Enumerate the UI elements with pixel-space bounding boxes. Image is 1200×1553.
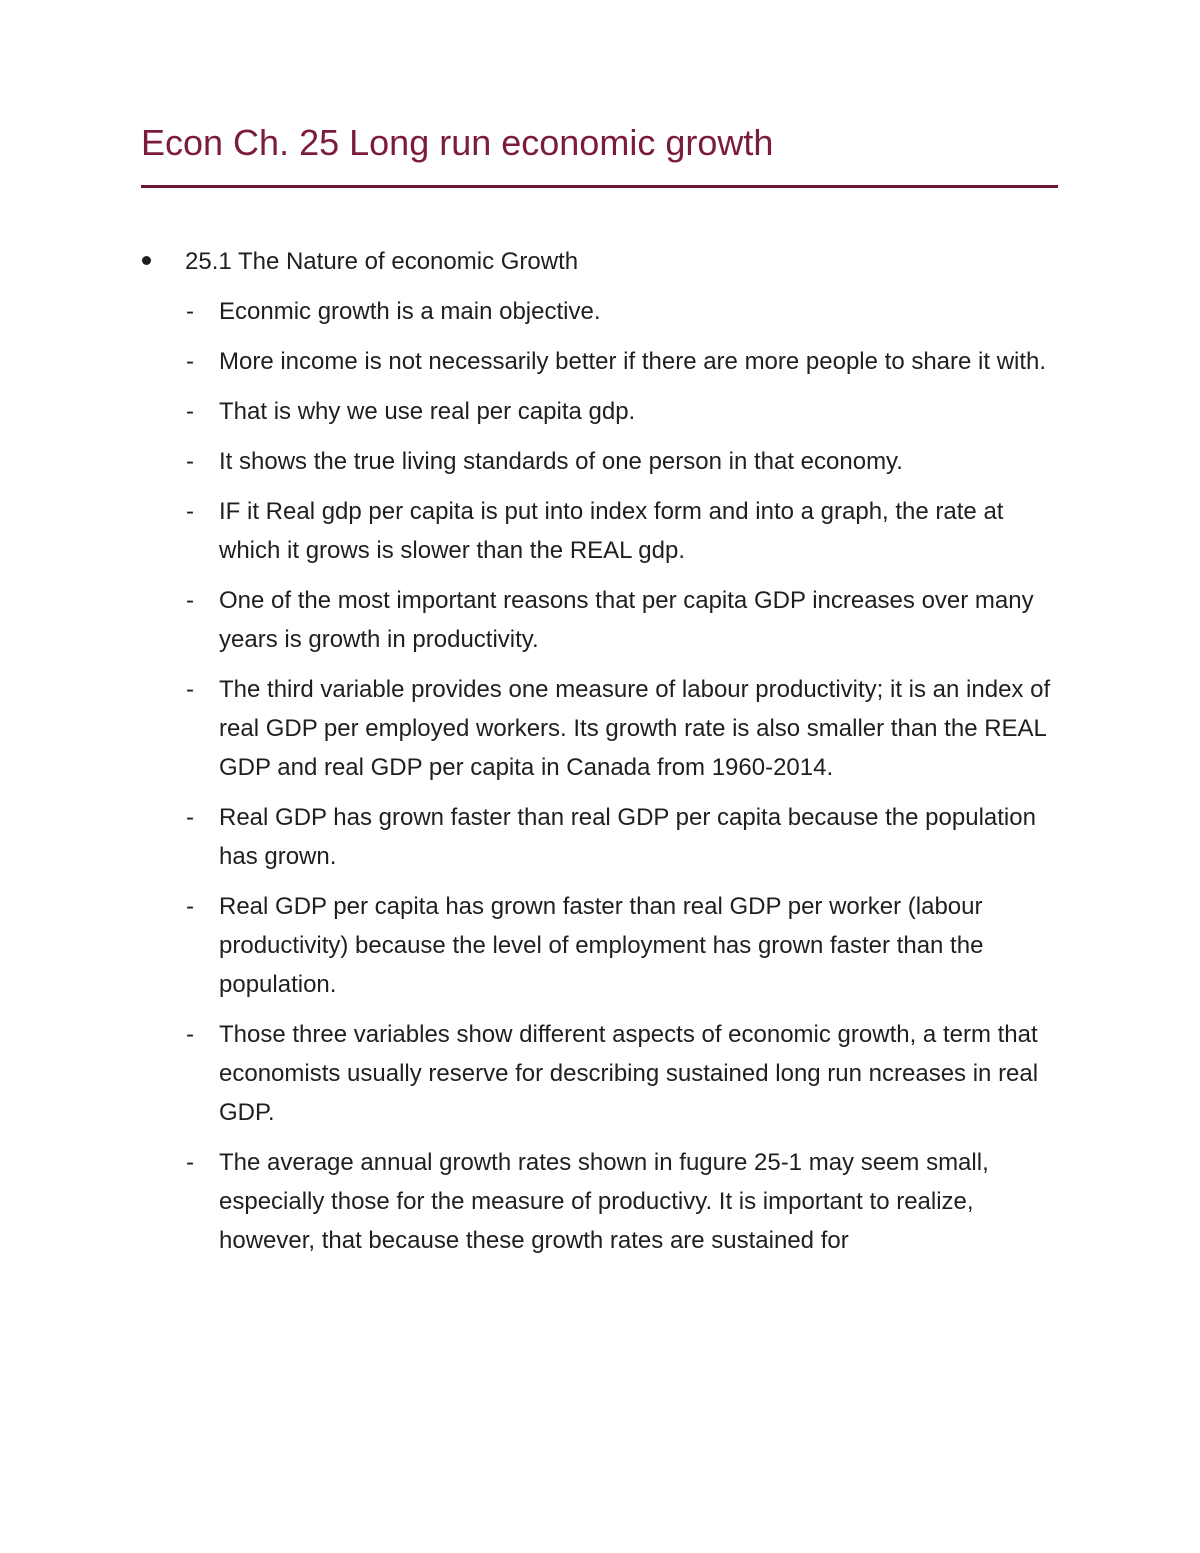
bullet-dot-icon [142,256,151,265]
dash-icon: - [186,893,194,920]
notes-content [141,242,1071,1271]
dash-icon: - [186,587,194,614]
list-item [141,492,1071,570]
list-item [141,798,1071,876]
list-item [141,887,1071,1004]
section-bullet [141,242,1071,281]
document-title: Econ Ch. 25 Long run economic growth [141,122,774,163]
list-item [141,442,1071,481]
dash-icon: - [186,1149,194,1176]
list-item [141,1015,1071,1132]
dash-icon: - [186,398,194,425]
point-text: It shows the true living standards of one person in that economy. [219,448,903,475]
dash-icon: - [186,676,194,703]
point-text: That is why we use real per capita gdp. [219,398,636,425]
point-text: The third variable provides one measure of labour productivity; it is an index of real GDP per employed workers. Its growth rate is also smaller than the REAL GDP and real GDP per capita in Canada from 1960-2014. [219,676,1051,781]
dash-icon: - [186,498,194,525]
list-item [141,670,1071,787]
point-text: IF it Real gdp per capita is put into index form and into a graph, the rate at which it grows is slower than the REAL gdp. [219,498,1004,564]
list-item [141,1143,1071,1260]
list-item [141,292,1071,331]
dash-icon: - [186,298,194,325]
list-item [141,581,1071,659]
dash-icon: - [186,804,194,831]
point-text: Real GDP per capita has grown faster than real GDP per worker (labour productivity) because the level of employment has grown faster than the population. [219,893,984,998]
point-text: More income is not necessarily better if there are more people to share it with. [219,348,1047,375]
dash-icon: - [186,1021,194,1048]
list-item [141,392,1071,431]
section-points-list [141,292,1071,1260]
point-text: Real GDP has grown faster than real GDP per capita because the population has grown. [219,804,1036,870]
dash-icon: - [186,448,194,475]
title-underline [141,185,1058,188]
point-text: The average annual growth rates shown in fugure 25-1 may seem small, especially those for the measure of productivy. It is important to realize, however, that because these growth rates are sustained for [219,1149,989,1254]
section-heading: 25.1 The Nature of economic Growth [185,248,579,275]
point-text: Econmic growth is a main objective. [219,298,601,325]
point-text: One of the most important reasons that per capita GDP increases over many years is growth in productivity. [219,587,1034,653]
list-item [141,342,1071,381]
dash-icon: - [186,348,194,375]
point-text: Those three variables show different aspects of economic growth, a term that economists usually reserve for describing sustained long run ncreases in real GDP. [219,1021,1039,1126]
